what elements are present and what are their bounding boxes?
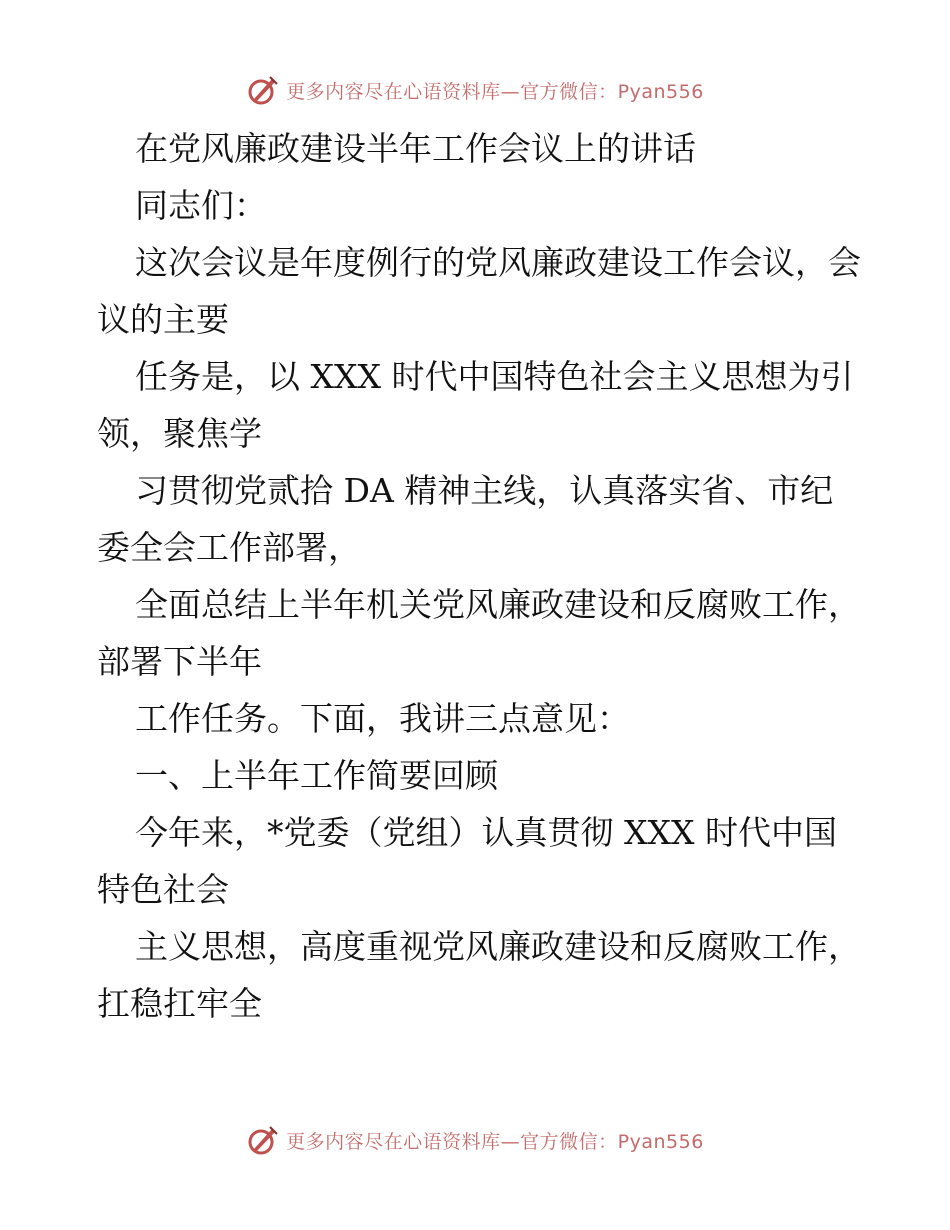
- paragraph: 工作任务。下面，我讲三点意见：: [135, 699, 630, 738]
- quill-pen-logo-icon: [246, 73, 280, 107]
- paragraph: 习贯彻党贰拾 DA 精神主线，认真落实省、市纪委全会工作部署，: [97, 471, 834, 567]
- paragraph: 这次会议是年度例行的党风廉政建设工作会议，会议的主要: [97, 243, 861, 339]
- paragraph: 同志们：: [135, 186, 267, 225]
- paragraph: 任务是，以 XXX 时代中国特色社会主义思想为引领，聚焦学: [97, 357, 854, 453]
- document-body: [97, 120, 862, 1032]
- section-heading: 一、上半年工作简要回顾: [135, 756, 498, 795]
- header-watermark: [0, 70, 950, 110]
- paragraph: 今年来，*党委（党组）认真贯彻 XXX 时代中国特色社会: [97, 813, 837, 909]
- paragraph: 全面总结上半年机关党风廉政建设和反腐败工作，部署下半年: [97, 585, 861, 681]
- quill-pen-logo-icon: [246, 1123, 280, 1157]
- header-watermark-text: 更多内容尽在心语资料库—官方微信：Pyan556: [286, 80, 704, 103]
- document-title: 在党风廉政建设半年工作会议上的讲话: [135, 129, 696, 168]
- footer-watermark: [0, 1120, 950, 1160]
- paragraph: 主义思想，高度重视党风廉政建设和反腐败工作，扛稳扛牢全: [97, 927, 861, 1023]
- footer-watermark-text: 更多内容尽在心语资料库—官方微信：Pyan556: [286, 1130, 704, 1153]
